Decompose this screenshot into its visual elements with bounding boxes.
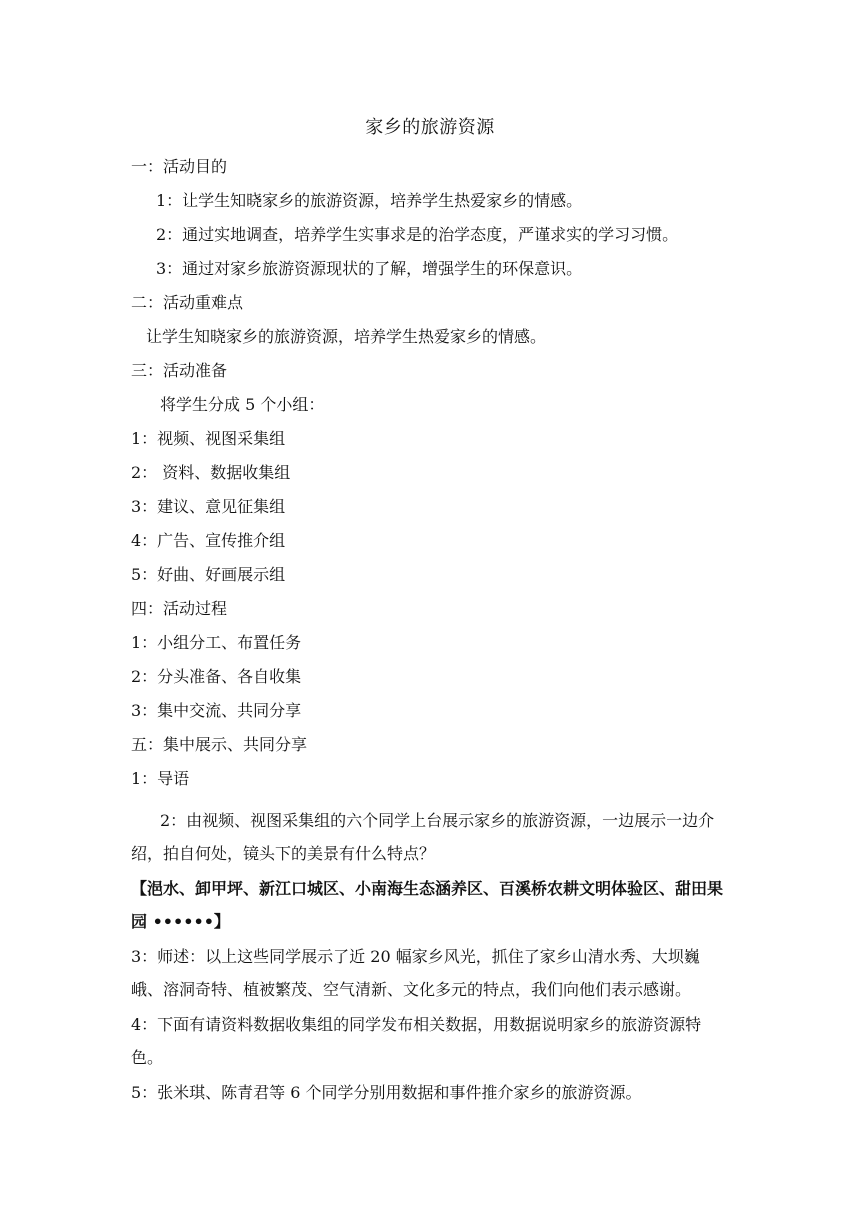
section5-item-1: 1：导语 — [131, 769, 190, 788]
process-step: 2：分头准备、各自收集 — [131, 667, 302, 686]
section1-heading: 一：活动目的 — [131, 157, 228, 176]
section2-heading: 二：活动重难点 — [131, 293, 244, 312]
places-list: 【浥水、卸甲坪、新江口城区、小南海生态涵养区、百溪桥农耕文明体验区、甜田果园 ••••••】 — [131, 879, 724, 931]
section5-item-5: 5：张米琪、陈青君等 6 个同学分别用数据和事件推介家乡的旅游资源。 — [131, 1083, 642, 1102]
section4-heading: 四：活动过程 — [131, 599, 228, 618]
section5-item-3: 3：师述：以上这些同学展示了近 20 幅家乡风光，抓住了家乡山清水秀、大坝巍峨、溶洞奇特、植被繁茂、空气清新、文化多元的特点，我们向他们表示感谢。 — [131, 947, 700, 999]
group-item: 1：视频、视图采集组 — [131, 429, 286, 448]
section5-item-4: 4：下面有请资料数据收集组的同学发布相关数据，用数据说明家乡的旅游资源特色。 — [131, 1015, 702, 1067]
process-step: 1：小组分工、布置任务 — [131, 633, 302, 652]
section1-item-3: 3：通过对家乡旅游资源现状的了解，增强学生的环保意识。 — [156, 259, 583, 278]
section5-heading: 五：集中展示、共同分享 — [131, 735, 308, 754]
section1-item-1: 1：让学生知晓家乡的旅游资源，培养学生热爱家乡的情感。 — [156, 191, 583, 210]
document-title: 家乡的旅游资源 — [365, 117, 495, 138]
section2-body: 让学生知晓家乡的旅游资源，培养学生热爱家乡的情感。 — [146, 327, 547, 346]
section5-item-2: 2：由视频、视图采集组的六个同学上台展示家乡的旅游资源，一边展示一边介绍，拍自何处，镜头下的美景有什么特点？ — [131, 811, 715, 863]
group-item: 3：建议、意见征集组 — [131, 497, 286, 516]
section1-item-2: 2：通过实地调查，培养学生实事求是的治学态度，严谨求实的学习习惯。 — [156, 225, 679, 244]
group-item: 5：好曲、好画展示组 — [131, 565, 286, 584]
group-item: 4：广告、宣传推介组 — [131, 531, 286, 550]
process-step: 3：集中交流、共同分享 — [131, 701, 302, 720]
section3-intro: 将学生分成 5 个小组： — [160, 395, 325, 414]
section3-heading: 三：活动准备 — [131, 361, 228, 380]
group-item: 2： 资料、数据收集组 — [131, 463, 291, 482]
